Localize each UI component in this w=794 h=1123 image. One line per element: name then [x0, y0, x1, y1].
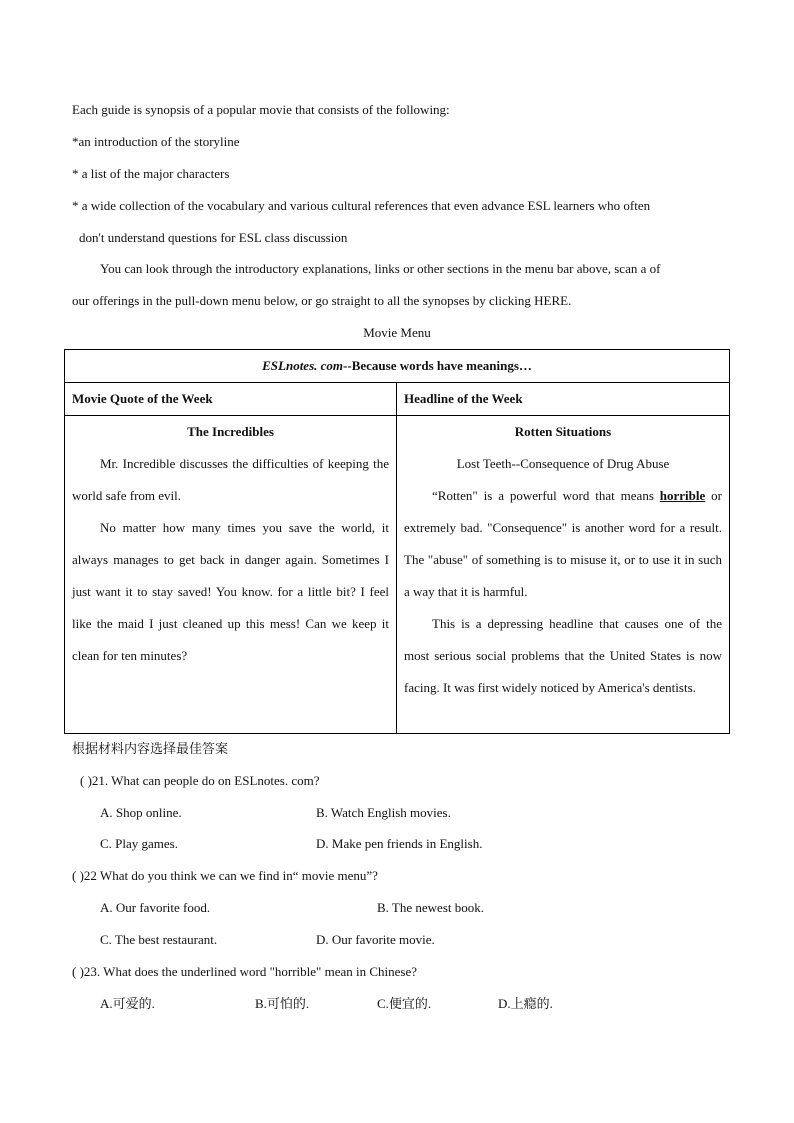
col-header-quote: Movie Quote of the Week: [65, 383, 397, 416]
intro-paragraph: You can look through the introductory explanations, links or other sections in the menu bar above, scan a of: [100, 261, 661, 276]
headline-p1-end: or extremely bad. "Consequence" is another word for a result. The "abuse" of something is to misuse it, or to use it in such a way that it is harmful.: [404, 488, 723, 599]
col-header-headline: Headline of the Week: [397, 383, 730, 416]
q22-option-c[interactable]: C. The best restaurant.: [100, 932, 218, 947]
menu-title: Movie Menu: [363, 325, 431, 340]
table-title-cell: [65, 350, 730, 383]
q22-option-b[interactable]: B. The newest book.: [377, 900, 484, 915]
intro-line: Each guide is synopsis of a popular movie that consists of the following:: [72, 102, 450, 117]
q21-option-b[interactable]: B. Watch English movies.: [316, 805, 451, 820]
instructions: 根据材料内容选择最佳答案: [72, 741, 229, 756]
q21-option-c[interactable]: C. Play games.: [100, 836, 178, 851]
question-22: ( )22 What do you think we can we find in“ movie menu”?: [72, 868, 378, 883]
site-tagline: --Because words have meanings…: [343, 358, 532, 373]
quote-intro: Mr. Incredible discusses the difficulties of keeping the world safe from evil.: [72, 456, 389, 503]
question-23: ( )23. What does the underlined word "horrible" mean in Chinese?: [72, 964, 418, 979]
quote-cell: [65, 416, 397, 734]
site-name: ESLnotes. com: [262, 358, 344, 373]
headline-paragraph-1: [404, 480, 722, 608]
intro-bullet-vocabulary: * a wide collection of the vocabulary and various cultural references that even advance ESL learners who often: [72, 198, 651, 213]
question-21: ( )21. What can people do on ESLnotes. com?: [80, 773, 320, 788]
q23-option-a[interactable]: A.可爱的.: [100, 996, 155, 1011]
table-body-row: [65, 416, 730, 734]
headline-p1-start: “Rotten" is a powerful word that means: [432, 488, 660, 503]
q23-option-c[interactable]: C.便宜的.: [377, 996, 432, 1011]
movie-menu-table: [64, 349, 730, 734]
q21-option-d[interactable]: D. Make pen friends in English.: [316, 836, 483, 851]
quote-text: No matter how many times you save the world, it always manages to get back in danger again. Sometimes I just want it to stay saved! You know. for a little bit? I feel like the maid I just cleaned up this mess! Can we keep it clean for ten minutes?: [72, 520, 389, 663]
q22-option-a[interactable]: A. Our favorite food.: [100, 900, 211, 915]
q21-option-a[interactable]: A. Shop online.: [100, 805, 182, 820]
table-title-row: [65, 350, 730, 383]
q23-option-d[interactable]: D.上瘾的.: [498, 996, 553, 1011]
intro-bullet-vocabulary-cont: don't understand questions for ESL class discussion: [79, 230, 348, 245]
headline-cell: [397, 416, 730, 734]
intro-bullet-characters: * a list of the major characters: [72, 166, 230, 181]
table-header-row: [65, 383, 730, 416]
headline-title: Rotten Situations: [514, 424, 612, 439]
q22-option-d[interactable]: D. Our favorite movie.: [316, 932, 435, 947]
intro-bullet-storyline: *an introduction of the storyline: [72, 134, 240, 149]
q23-option-b[interactable]: B.可怕的.: [255, 996, 310, 1011]
headline-subtitle: Lost Teeth--Consequence of Drug Abuse: [456, 456, 670, 471]
movie-name: The Incredibles: [187, 424, 274, 439]
headline-paragraph-2: This is a depressing headline that causes one of the most serious social problems that the United States is now facing. It was first widely noticed by America's dentists.: [404, 616, 723, 695]
intro-paragraph-cont: our offerings in the pull-down menu below, or go straight to all the synopses by clicking HERE.: [72, 293, 572, 308]
underlined-word-horrible: horrible: [659, 488, 706, 503]
